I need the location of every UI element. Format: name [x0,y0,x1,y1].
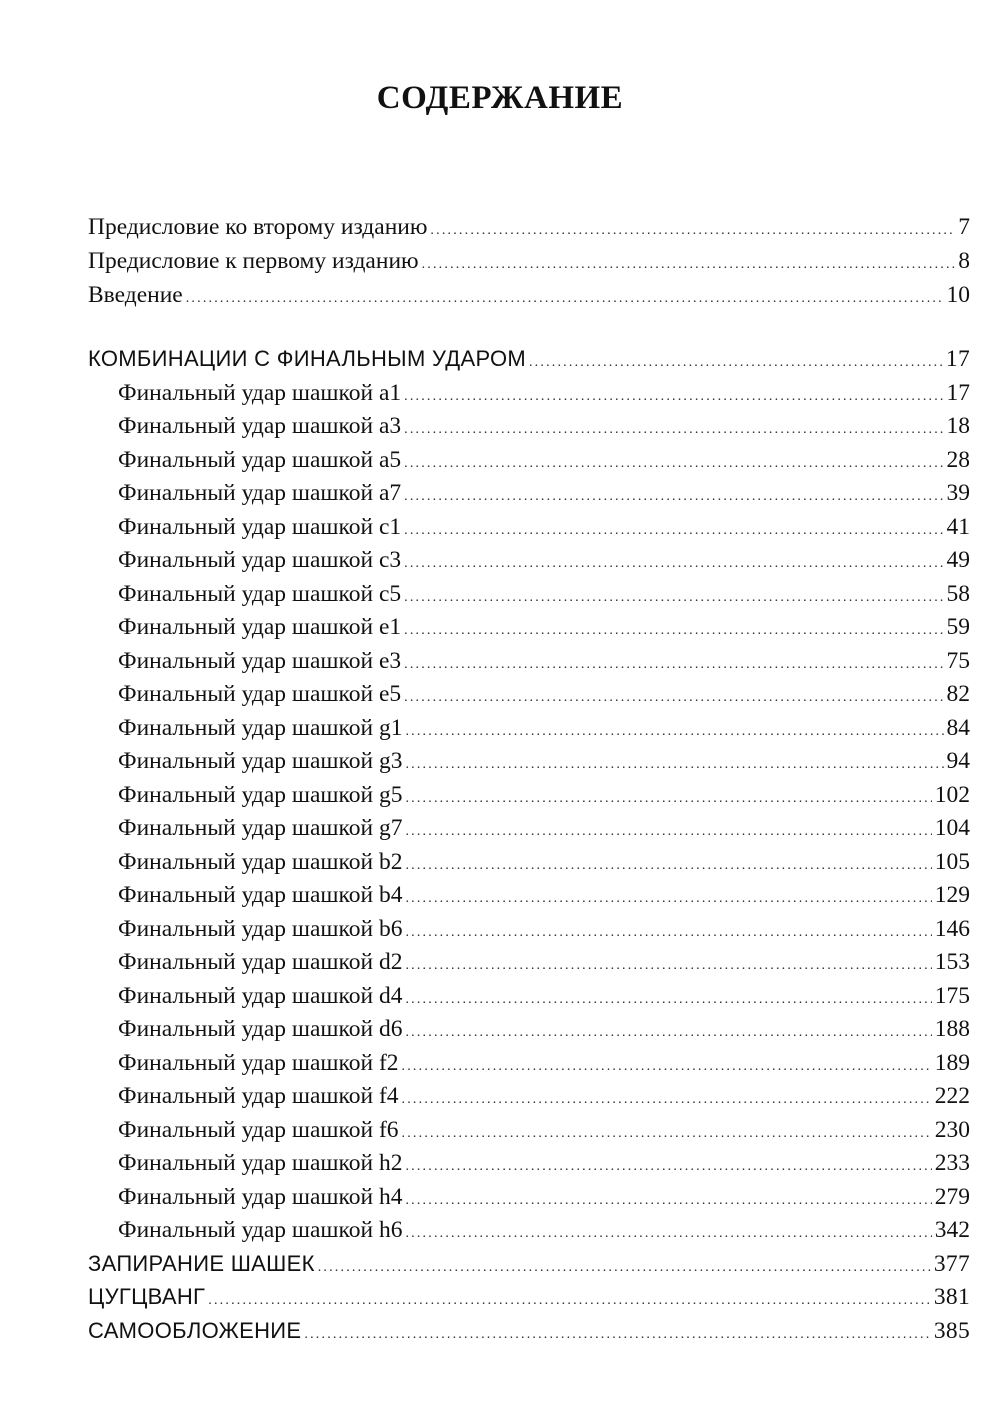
toc-section-entry[interactable] [88,1284,970,1318]
toc-entry-page: 153 [934,949,970,975]
toc-subentry[interactable] [88,648,970,682]
toc-section-entry[interactable] [88,1251,970,1285]
dot-leader [405,724,943,740]
toc-subentry[interactable] [88,547,970,581]
toc-entry-page: 17 [945,346,970,372]
toc-subentry[interactable] [88,1117,970,1151]
toc-entry-page: 28 [946,446,970,473]
toc-entry-page: 230 [934,1116,970,1143]
toc-entry-label: Финальный удар шашкой b4 [118,882,403,908]
dot-leader [405,958,931,974]
dot-leader [405,925,931,941]
dot-leader [529,355,943,371]
toc-section-label: САМООБЛОЖЕНИЕ [88,1317,302,1343]
toc-subentry[interactable] [88,447,970,481]
toc-entry-page: 41 [946,513,970,540]
dot-leader [402,1126,932,1142]
toc-subentry[interactable] [88,1184,970,1218]
toc-section-label: ЗАПИРАНИЕ ШАШЕК [88,1250,315,1276]
toc-entry-page: 58 [946,580,970,607]
dot-leader [405,1159,931,1175]
toc-entry-label: Финальный удар шашкой е3 [118,647,402,674]
toc-entry-page: 233 [934,1150,970,1176]
dot-leader [402,1092,932,1108]
table-of-contents [88,214,970,1351]
toc-subentry[interactable] [88,782,970,816]
toc-entry-page: 104 [934,815,970,841]
toc-subentry[interactable] [88,1150,970,1184]
toc-entry-page: 17 [946,379,970,406]
toc-entry-page: 381 [933,1284,970,1310]
toc-subentry[interactable] [88,514,970,548]
toc-subentry[interactable] [88,815,970,849]
toc-entry-label: Финальный удар шашкой а5 [118,446,402,473]
toc-entry-label: Финальный удар шашкой b6 [118,915,403,942]
toc-entry-label: Финальный удар шашкой g1 [118,714,403,741]
page-title: СОДЕРЖАНИЕ [376,80,624,116]
toc-entry-label: Предисловие ко второму изданию [88,214,428,240]
toc-entry-page: 18 [946,413,970,439]
toc-entry-label: Финальный удар шашкой d4 [118,982,403,1009]
toc-entry[interactable] [88,214,970,248]
dot-leader [405,992,931,1008]
dot-leader [404,389,943,405]
toc-subentry[interactable] [88,581,970,615]
toc-entry-label: Финальный удар шашкой b2 [118,848,403,875]
dot-leader [405,791,931,807]
toc-entry-page: 75 [946,647,970,674]
toc-entry-label: Финальный удар шашкой h6 [118,1217,403,1243]
toc-entry-label: Финальный удар шашкой d2 [118,949,403,975]
toc-entry-page: 222 [934,1083,970,1109]
toc-subentry[interactable] [88,849,970,883]
toc-entry-label: Финальный удар шашкой g5 [118,781,403,808]
dot-leader [404,657,943,673]
toc-entry-label: Финальный удар шашкой f4 [118,1083,399,1109]
toc-entry-label: Финальный удар шашкой е1 [118,614,402,640]
toc-entry-label: Финальный удар шашкой h4 [118,1183,403,1210]
toc-entry-page: 175 [934,982,970,1009]
toc-entry-label: Финальный удар шашкой h2 [118,1150,403,1176]
toc-entry-label: Финальный удар шашкой а7 [118,480,402,506]
dot-leader [404,623,943,639]
toc-section-entry[interactable] [88,346,970,380]
dot-leader [404,523,943,539]
dot-leader [422,257,956,273]
toc-entry-label: Предисловие к первому изданию [88,248,419,274]
toc-subentry[interactable] [88,748,970,782]
toc-entry-label: Финальный удар шашкой g7 [118,815,403,841]
toc-subentry[interactable] [88,1050,970,1084]
dot-leader [404,422,943,438]
dot-leader [304,1327,930,1343]
toc-subentry[interactable] [88,983,970,1017]
toc-entry-page: 49 [946,547,970,573]
toc-entry-label: Финальный удар шашкой g3 [118,748,403,774]
toc-entry-page: 189 [934,1049,970,1076]
toc-entry-label: Финальный удар шашкой е5 [118,681,402,707]
toc-subentry[interactable] [88,681,970,715]
toc-subentry[interactable] [88,380,970,414]
dot-leader [405,757,943,773]
toc-entry-page: 94 [946,748,970,774]
toc-entry-label: Финальный удар шашкой а3 [118,413,402,439]
toc-entry-page: 279 [934,1183,970,1210]
toc-entry-label: Финальный удар шашкой f6 [118,1116,399,1143]
toc-entry-label: Финальный удар шашкой с3 [118,547,402,573]
dot-leader [404,556,943,572]
toc-entry-page: 84 [946,714,970,741]
toc-entry-label: Финальный удар шашкой d6 [118,1016,403,1042]
toc-entry-page: 146 [934,915,970,942]
toc-entry-page: 39 [946,480,970,506]
toc-entry-page: 188 [934,1016,970,1042]
dot-leader [405,1025,931,1041]
dot-leader [404,456,943,472]
toc-entry-label: Финальный удар шашкой с1 [118,513,402,540]
toc-entry-page: 82 [946,681,970,707]
toc-entry-page: 377 [933,1250,970,1277]
toc-entry-page: 342 [934,1217,970,1243]
dot-leader [318,1260,931,1276]
toc-entry-page: 105 [934,848,970,875]
toc-section-label: КОМБИНАЦИИ С ФИНАЛЬНЫМ УДАРОМ [88,346,526,371]
dot-leader [404,590,943,606]
toc-entry-page: 59 [946,614,970,640]
dot-leader [404,690,943,706]
toc-entry-label: Введение [88,282,183,308]
toc-entry-page: 8 [958,248,970,274]
toc-section-label: ЦУГЦВАНГ [88,1284,206,1309]
toc-subentry[interactable] [88,715,970,749]
toc-entry-page: 102 [934,781,970,808]
toc-entry-page: 7 [958,214,970,240]
toc-subentry[interactable] [88,614,970,648]
dot-leader [405,891,931,907]
dot-leader [402,1059,932,1075]
dot-leader [405,1193,931,1209]
toc-entry[interactable] [88,282,970,316]
toc-entry-page: 10 [946,282,970,308]
toc-subentry[interactable] [88,1217,970,1251]
dot-leader [208,1293,931,1309]
toc-entry[interactable] [88,248,970,282]
toc-subentry[interactable] [88,1016,970,1050]
toc-subentry[interactable] [88,882,970,916]
toc-subentry[interactable] [88,413,970,447]
dot-leader [430,223,955,239]
toc-entry-label: Финальный удар шашкой с5 [118,580,402,607]
toc-entry-page: 129 [934,882,970,908]
dot-leader [404,489,943,505]
toc-subentry[interactable] [88,916,970,950]
toc-subentry[interactable] [88,1083,970,1117]
toc-entry-label: Финальный удар шашкой f2 [118,1049,399,1076]
toc-entry-label: Финальный удар шашкой а1 [118,379,402,406]
dot-leader [405,1226,931,1242]
toc-subentry[interactable] [88,949,970,983]
toc-subentry[interactable] [88,480,970,514]
dot-leader [186,291,944,307]
dot-leader [405,858,931,874]
toc-entry-page: 385 [933,1317,970,1344]
dot-leader [405,824,931,840]
toc-section-entry[interactable] [88,1318,970,1352]
